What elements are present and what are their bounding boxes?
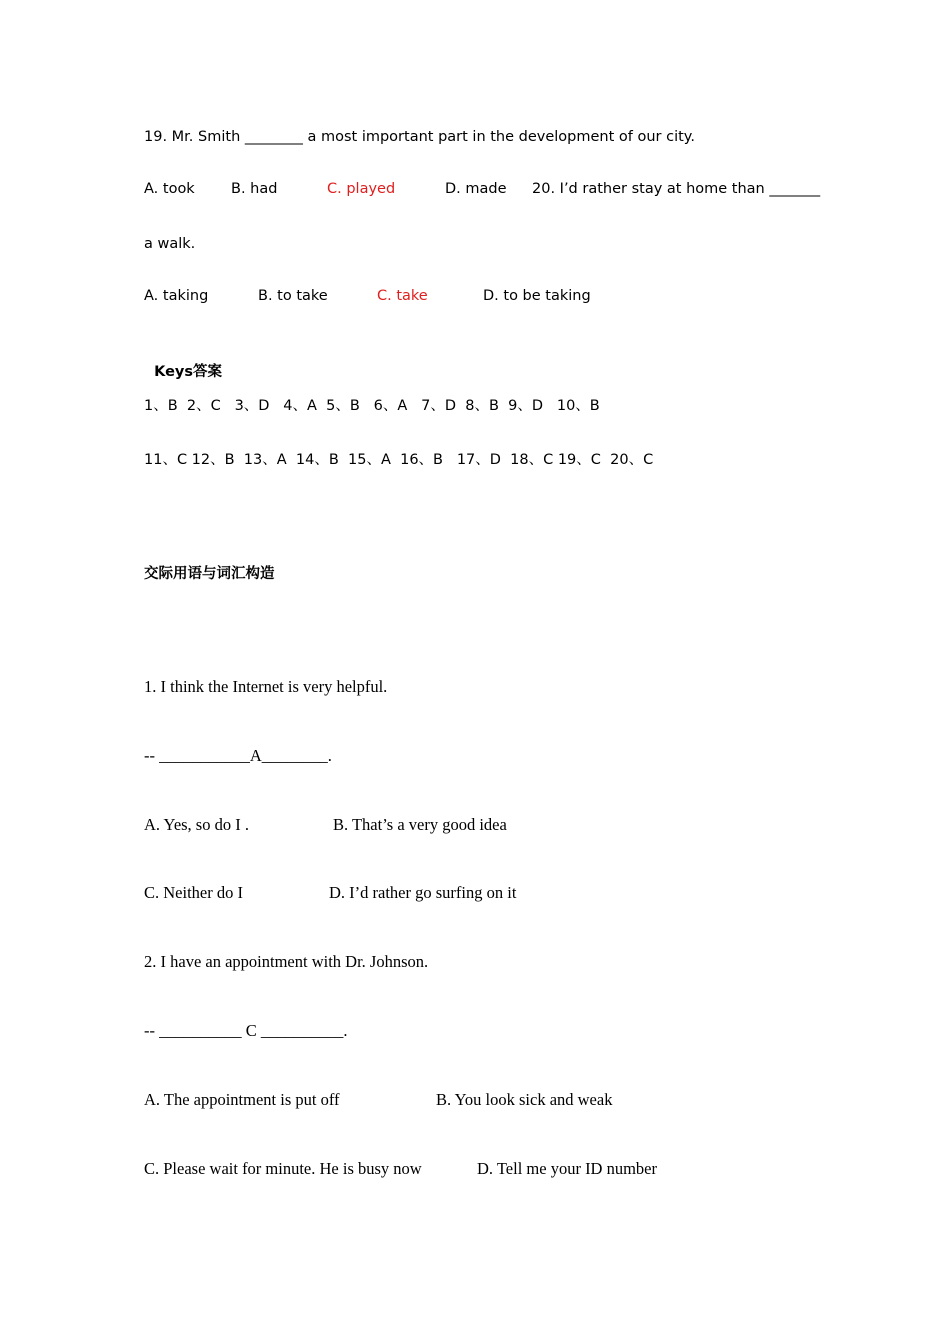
dialogue1-options-row-1 xyxy=(0,815,950,835)
q20-options-row xyxy=(0,288,950,308)
q19-stem: 19. Mr. Smith ________ a most important part in the development of our city. xyxy=(144,129,695,145)
q19-option-d: D. made xyxy=(445,181,507,197)
q20-stem-start: 20. I’d rather stay at home than _______ xyxy=(532,181,821,197)
dialogue1-option-b: B. That’s a very good idea xyxy=(333,815,507,834)
keys-line-2: 11、C 12、B 13、A 14、B 15、A 16、B 17、D 18、C 19、C 20、C xyxy=(144,452,654,468)
dialogue2-options-row-1 xyxy=(0,1090,950,1110)
q19-options-row xyxy=(0,181,950,201)
dialogue1-option-a: A. Yes, so do I . xyxy=(144,815,249,834)
q20-option-a: A. taking xyxy=(144,288,209,304)
keys-heading xyxy=(144,342,222,382)
dialogue2-option-b: B. You look sick and weak xyxy=(436,1090,613,1109)
q19-option-b: B. had xyxy=(231,181,278,197)
q19-option-a: A. took xyxy=(144,181,195,197)
dialogue2-option-c: C. Please wait for minute. He is busy now xyxy=(144,1159,422,1178)
keys-heading-zh: 答案 xyxy=(193,364,223,380)
dialogue1-option-c: C. Neither do I xyxy=(144,883,243,902)
dialogue1-options-row-2 xyxy=(0,883,950,903)
dialogue1-prompt: 1. I think the Internet is very helpful. xyxy=(144,677,388,696)
dialogue2-options-row-2 xyxy=(0,1159,950,1179)
q19-option-c-correct: C. played xyxy=(327,181,396,197)
dialogue2-prompt: 2. I have an appointment with Dr. Johnson. xyxy=(144,952,429,971)
keys-line-1: 1、B 2、C 3、D 4、A 5、B 6、A 7、D 8、B 9、D 10、B xyxy=(144,398,600,414)
keys-heading-en: Keys xyxy=(154,364,194,380)
q20-stem-end: a walk. xyxy=(144,236,196,252)
dialogue2-option-d: D. Tell me your ID number xyxy=(477,1159,658,1178)
dialogue1-answer-line: -- ___________A________. xyxy=(144,746,332,765)
dialogue1-option-d: D. I’d rather go surfing on it xyxy=(329,883,517,902)
dialogue2-option-a: A. The appointment is put off xyxy=(144,1090,340,1109)
q20-option-d: D. to be taking xyxy=(483,288,591,304)
q20-option-b: B. to take xyxy=(258,288,328,304)
section-title: 交际用语与词汇构造 xyxy=(144,566,275,582)
q20-option-c-correct: C. take xyxy=(377,288,428,304)
dialogue2-answer-line: -- __________ C __________. xyxy=(144,1021,348,1040)
